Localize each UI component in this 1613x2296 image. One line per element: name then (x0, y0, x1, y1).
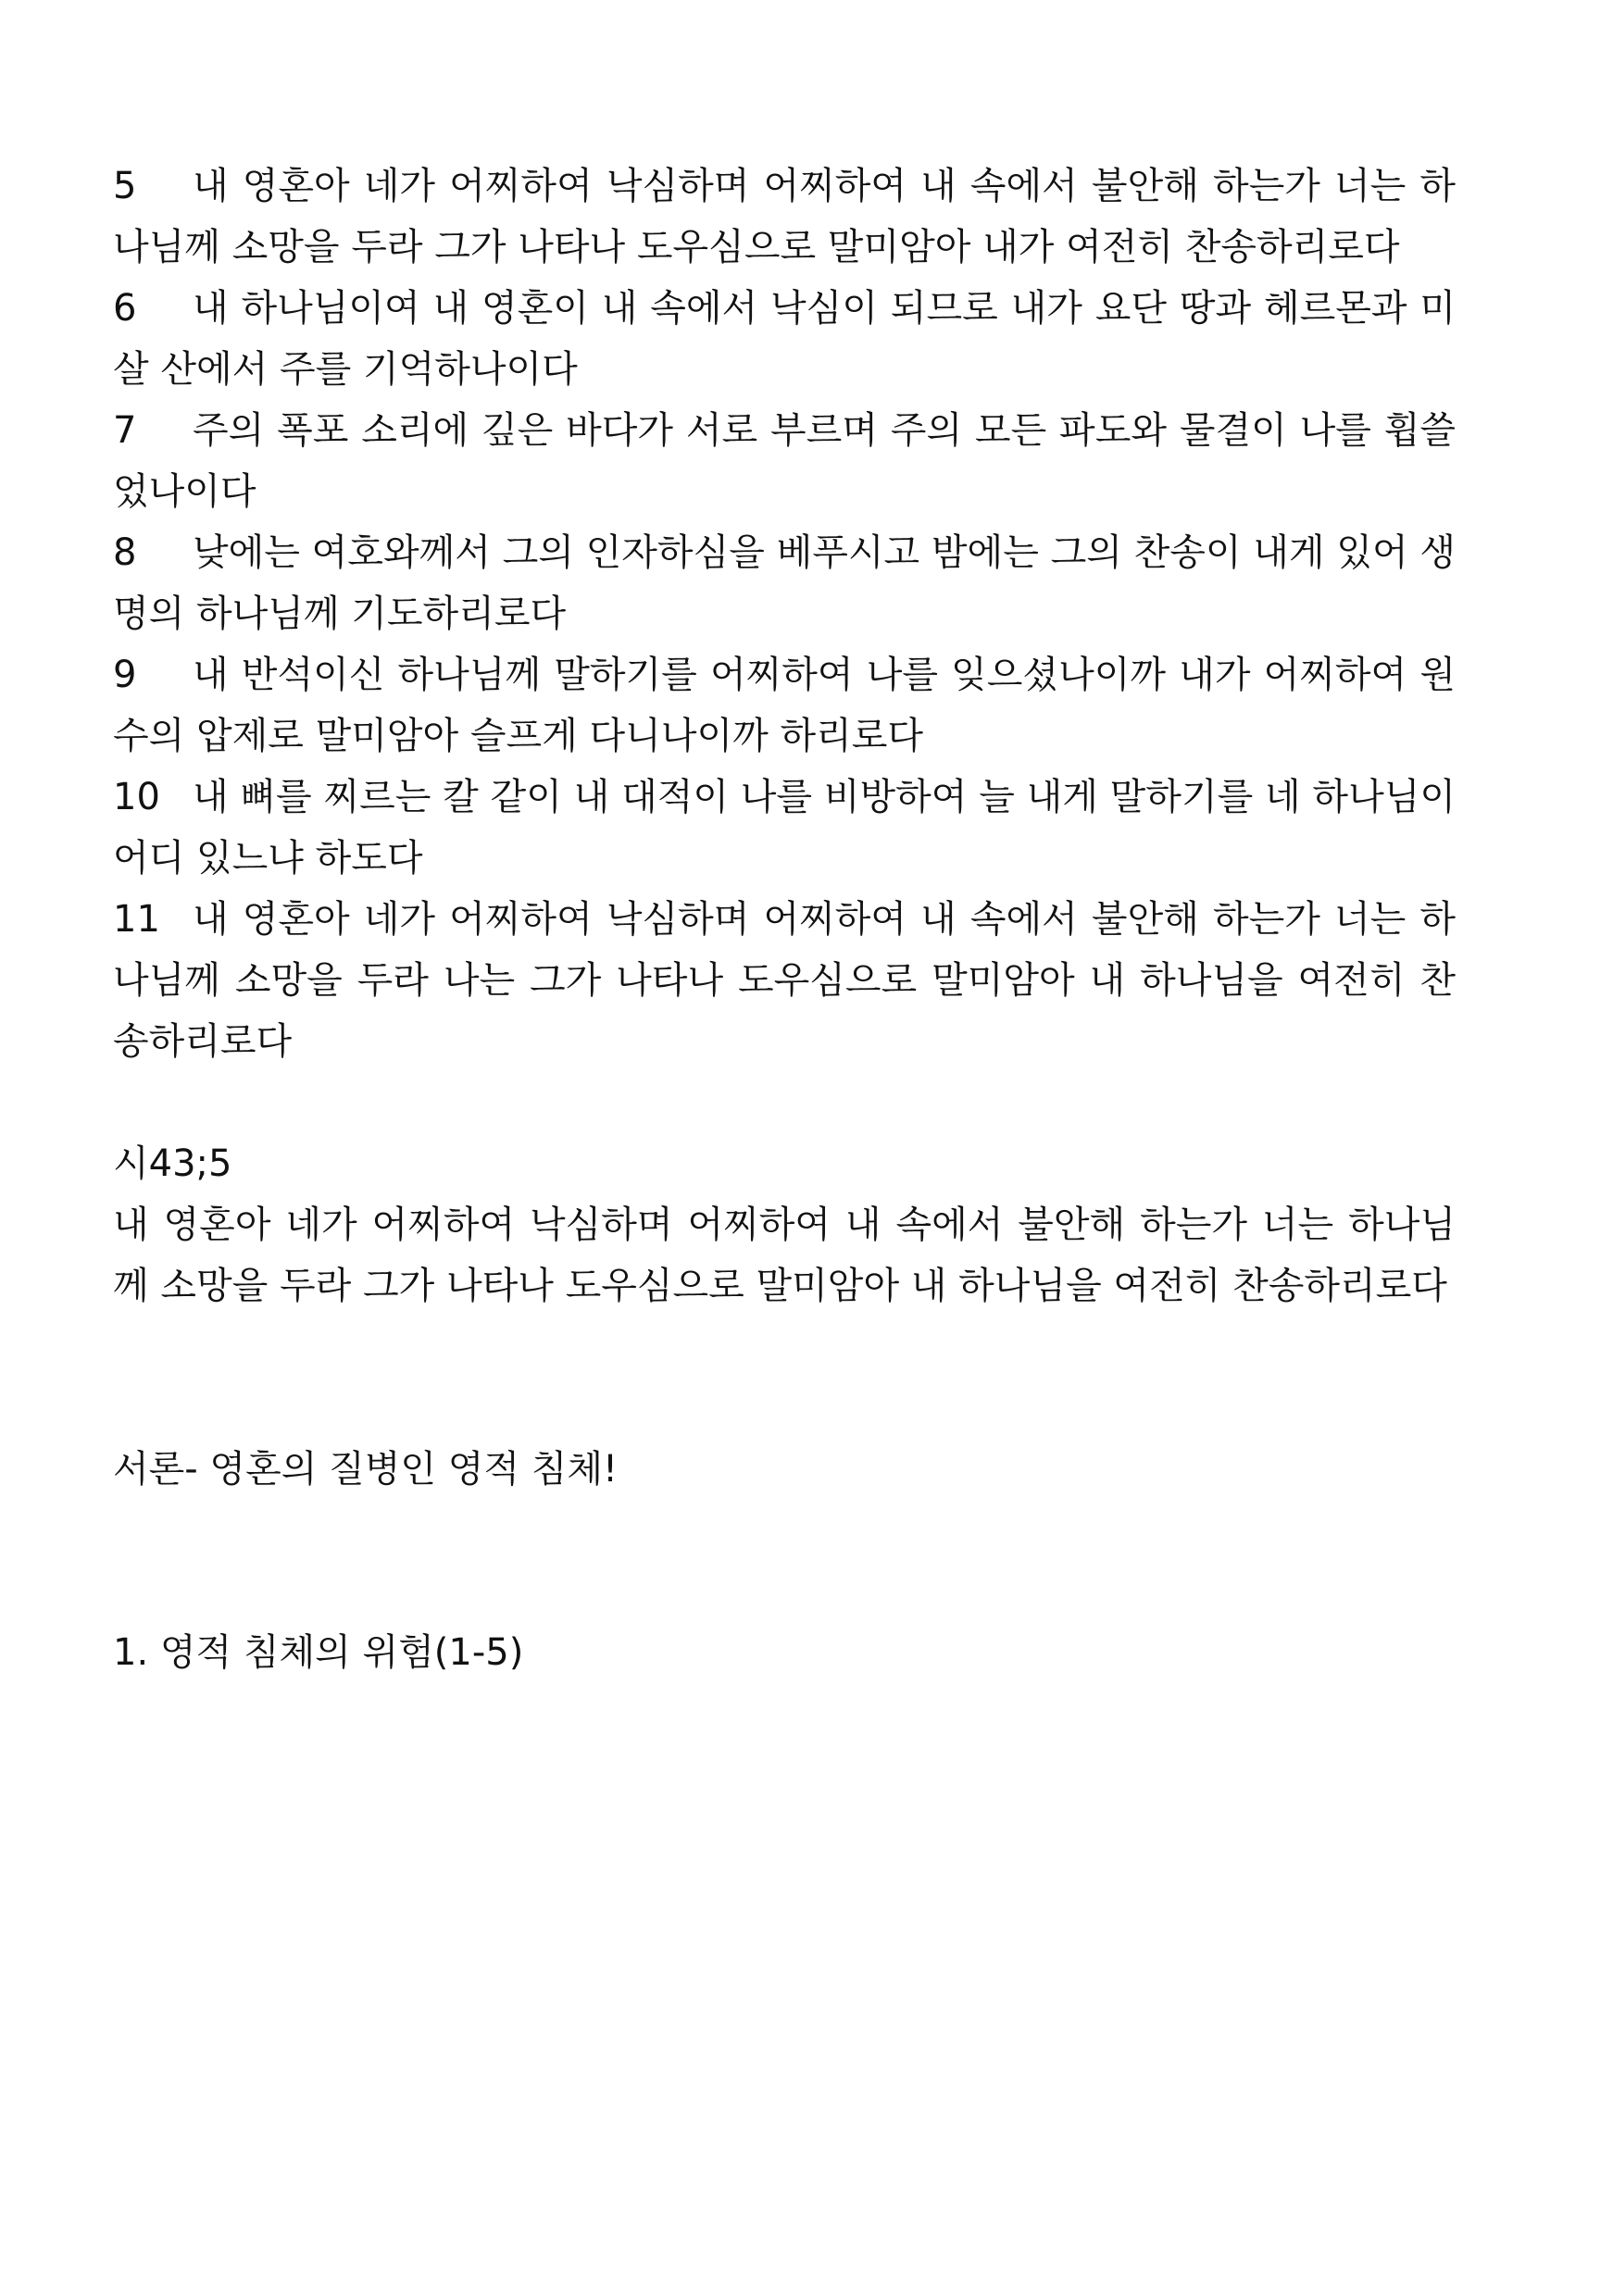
verse-number: 6 (113, 287, 137, 330)
verse-text: 내 영혼아 네가 어찌하여 낙심하며 어찌하여 내 속에서 불안해 하는가 너는 하나님께 소망을 두라 그가 나타나 도우심으로 말미암아 내가 여전히 찬송하리로다 (113, 165, 1456, 268)
verse-text: 내 반석이신 하나님께 말하기를 어찌하여 나를 잊으셨나이까 내가 어찌하여 원수의 압제로 말미암아 슬프게 다니나이까 하리로다 (113, 654, 1456, 757)
document-body (113, 156, 1456, 1683)
spacer (113, 1316, 1456, 1439)
reference-text: 내 영혼아 네가 어찌하여 낙심하며 어찌하여 내 속에서 불안해 하는가 너는 하나님께 소망을 두라 그가 나타나 도우심으로 말미암아 내 하나님을 여전히 찬송하리로다 (113, 1204, 1456, 1307)
verse-7 (113, 400, 1456, 522)
verse-8 (113, 522, 1456, 644)
introduction-heading: 서론- 영혼의 질병인 영적 침체! (113, 1448, 619, 1491)
section-heading-1: 1. 영적 침체의 위험(1-5) (113, 1631, 524, 1674)
verse-number: 5 (113, 165, 137, 207)
verse-text: 내 뼈를 찌르는 칼 같이 내 대적이 나를 비방하여 늘 내게 말하기를 네 하나님이 어디 있느냐 하도다 (113, 776, 1456, 880)
verse-text: 내 하나님이여 내 영혼이 내 속에서 낙심이 되므로 내가 요단 땅과 헤르몬과 미살 산에서 주를 기억하나이다 (113, 287, 1456, 391)
verse-5 (113, 156, 1456, 278)
reference-label: 시43;5 (113, 1142, 232, 1185)
spacer (113, 1072, 1456, 1133)
verse-text: 낮에는 여호와께서 그의 인자하심을 베푸시고 밤에는 그의 찬송이 내게 있어 생명의 하나님께 기도하리로다 (113, 531, 1456, 635)
verse-number: 11 (113, 898, 160, 941)
verse-number: 10 (113, 776, 160, 818)
verse-10 (113, 767, 1456, 889)
verse-text: 내 영혼아 네가 어찌하여 낙심하며 어찌하여 내 속에서 불안해 하는가 너는 하나님께 소망을 두라 나는 그가 나타나 도우심으로 말미암아 내 하나님을 여전히 찬송하리로다 (113, 898, 1456, 1063)
verse-number: 8 (113, 531, 137, 574)
verse-number: 7 (113, 409, 137, 452)
verse-text: 주의 폭포 소리에 깊은 바다가 서로 부르며 주의 모든 파도와 물결이 나를 휩쓸었나이다 (113, 409, 1456, 513)
verse-11 (113, 889, 1456, 1072)
verse-number: 9 (113, 654, 137, 696)
verse-6 (113, 278, 1456, 400)
spacer (113, 1500, 1456, 1622)
verse-9 (113, 644, 1456, 767)
